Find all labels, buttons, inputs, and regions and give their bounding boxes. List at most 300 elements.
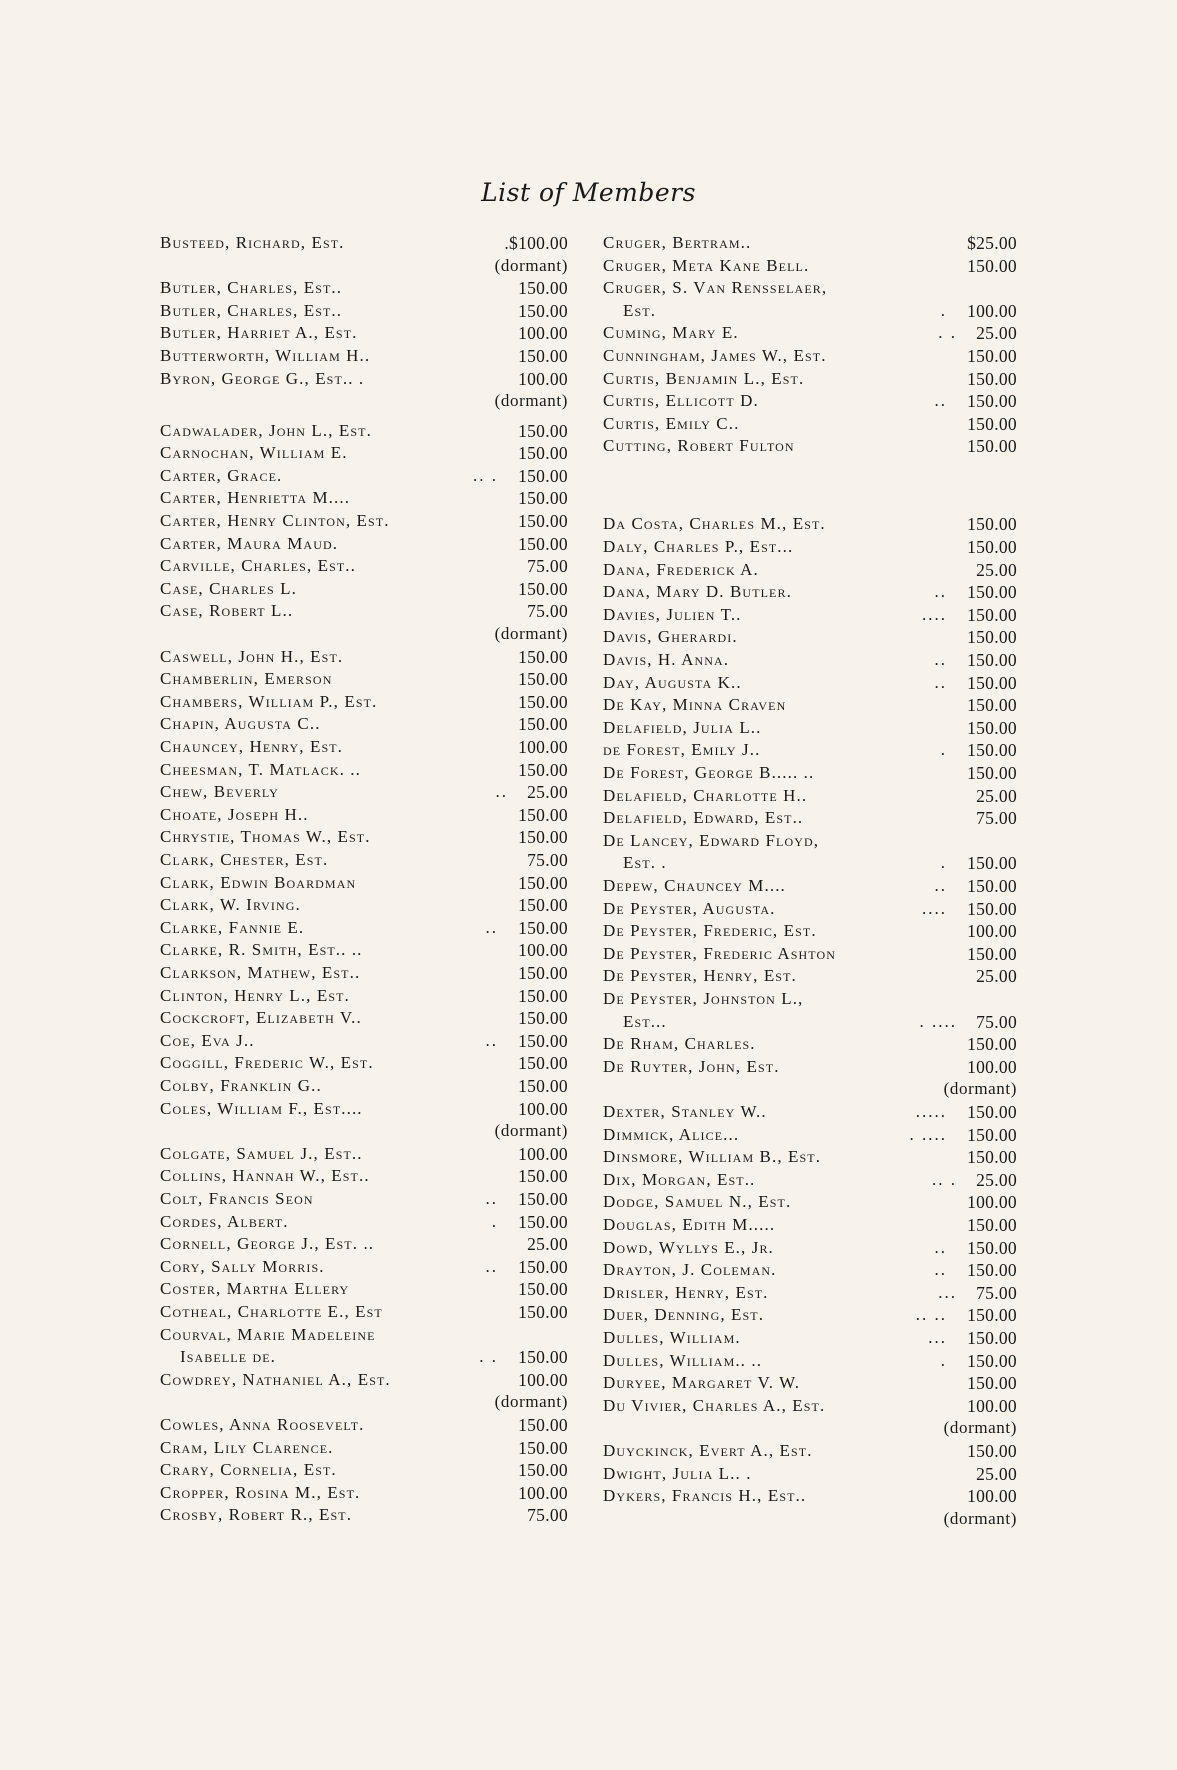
member-row [603,943,1017,965]
member-dues: 150.00 [518,1437,568,1458]
member-row [160,1030,568,1052]
member-name: Clarkson, Mathew, Est.. [160,962,361,982]
member-row [160,1075,568,1097]
member-row [160,985,568,1007]
member-row [160,826,568,848]
member-name: Clinton, Henry L., Est. [160,985,350,1005]
dormant-note: (dormant) [494,391,568,411]
member-row [603,232,1017,254]
member-dues: 150.00 [518,1414,568,1435]
member-name: Dix, Morgan, Est.. [603,1169,756,1189]
member-dues: 150.00 [518,917,568,938]
member-dues: 100.00 [518,323,568,344]
member-name: Delafield, Charlotte H.. [603,785,808,805]
member-name: Collins, Hannah W., Est.. [160,1166,370,1186]
member-name: Cowdrey, Nathaniel A., Est. [160,1369,391,1389]
member-row [160,646,568,668]
member-dues: 150.00 [518,1166,568,1187]
member-name: Clarke, Fannie E. [160,917,305,937]
member-row-continuation [603,300,1017,322]
leader-dots: .. [934,672,947,692]
dormant-note: (dormant) [494,255,568,275]
dormant-row [160,255,568,277]
member-dues: 100.00 [518,1098,568,1119]
dormant-note: (dormant) [943,1418,1017,1438]
member-dues: 150.00 [967,695,1017,716]
member-name: De Lancey, Edward Floyd, [603,830,820,850]
leader-dots: . . [938,323,957,343]
member-name: Case, Charles L. [160,578,298,598]
member-dues: $25.00 [967,233,1017,253]
member-dues: 150.00 [967,672,1017,693]
member-row [603,1191,1017,1213]
member-dues: 150.00 [967,514,1017,535]
page-title: List of Members [481,178,696,207]
member-row [603,322,1017,344]
member-row [603,762,1017,784]
member-dues: 25.00 [976,1463,1017,1484]
member-dues: 150.00 [518,714,568,735]
member-dues: 150.00 [518,646,568,667]
member-name: Dwight, Julia L.. . [603,1463,752,1483]
member-dues: 150.00 [967,1373,1017,1394]
member-name: Cornell, George J., Est. .. [160,1234,375,1254]
member-name: Carter, Maura Maud. [160,533,339,553]
member-dues: 150.00 [518,420,568,441]
dormant-note: (dormant) [494,1121,568,1141]
leader-dots: .. [934,582,947,602]
member-row [160,1324,568,1346]
member-row [603,513,1017,535]
member-dues: 150.00 [967,627,1017,648]
member-row [603,536,1017,558]
member-row [603,672,1017,694]
member-row [603,1169,1017,1191]
member-name: Carnochan, William E. [160,443,348,463]
member-row [603,277,1017,299]
member-dues: 75.00 [976,1282,1017,1303]
member-row [160,300,568,322]
member-row [160,736,568,758]
member-row [160,872,568,894]
member-dues: 150.00 [518,1030,568,1051]
member-dues: 25.00 [976,323,1017,344]
member-dues: 150.00 [518,895,568,916]
member-row [160,1211,568,1233]
member-dues: 150.00 [518,488,568,509]
member-row [160,1052,568,1074]
member-dues: 150.00 [967,1260,1017,1281]
member-row [160,781,568,803]
member-dues: 150.00 [967,762,1017,783]
dormant-row [603,1417,1017,1439]
member-dues: 150.00 [967,943,1017,964]
member-row [160,322,568,344]
member-row [160,465,568,487]
member-row [160,277,568,299]
member-name: Dodge, Samuel N., Est. [603,1192,792,1212]
member-dues: 150.00 [967,1147,1017,1168]
member-name: Drayton, J. Coleman. [603,1260,777,1280]
member-name: Colgate, Samuel J., Est.. [160,1143,363,1163]
member-name: Delafield, Edward, Est.. [603,808,804,828]
member-row [603,988,1017,1010]
member-dues: 25.00 [527,1234,568,1255]
member-row [160,939,568,961]
member-row [603,255,1017,277]
member-row [160,1301,568,1323]
member-dues: 150.00 [518,443,568,464]
member-row [160,1098,568,1120]
member-dues: 150.00 [518,533,568,554]
member-dues: 150.00 [967,1101,1017,1122]
leader-dots: . .... [909,1124,947,1144]
member-name: Duryee, Margaret V. W. [603,1373,801,1393]
member-row [603,649,1017,671]
leader-dots: .... [922,604,947,624]
member-dues: 75.00 [527,1505,568,1526]
member-name: Courval, Marie Madeleine [160,1324,376,1344]
member-name: Davies, Julien T.. [603,604,742,624]
member-row [160,691,568,713]
member-name: De Kay, Minna Craven [603,695,787,715]
member-name: Cram, Lily Clarence. [160,1437,334,1457]
member-dues: 150.00 [967,346,1017,366]
member-row-continuation [603,852,1017,874]
dormant-row [160,1120,568,1142]
dormant-row [603,1508,1017,1530]
member-name: Butler, Charles, Est.. [160,300,343,320]
member-name: Cory, Sally Morris. [160,1256,325,1276]
member-name: Coster, Martha Ellery [160,1279,350,1299]
member-row [603,1463,1017,1485]
member-name: Coe, Eva J.. [160,1030,255,1050]
member-row [160,962,568,984]
leader-dots: . [940,740,947,760]
leader-dots: .. [485,1188,498,1208]
member-dues: 100.00 [967,300,1017,321]
member-name: De Peyster, Frederic Ashton [603,943,837,963]
member-name: Clark, W. Irving. [160,895,301,915]
member-dues: 150.00 [967,1124,1017,1145]
member-name: Dana, Frederick A. [603,559,759,579]
member-dues: 150.00 [518,1075,568,1096]
member-dues: 100.00 [967,921,1017,942]
member-row [160,1188,568,1210]
leader-dots: .. [934,875,947,895]
member-name: Chapin, Augusta C.. [160,714,321,734]
member-row [160,533,568,555]
leader-dots: .. .. [915,1305,947,1325]
member-row [603,920,1017,942]
member-name-continuation: Est... [623,1011,667,1031]
member-name: Butler, Harriet A., Est. [160,323,358,343]
member-name-continuation: Est. [623,300,657,320]
member-dues: 150.00 [518,1279,568,1300]
member-row [160,1278,568,1300]
member-dues: 150.00 [967,391,1017,412]
member-dues: 25.00 [976,785,1017,806]
member-name: Case, Robert L.. [160,601,294,621]
member-dues: 150.00 [967,1327,1017,1348]
member-row [603,1124,1017,1146]
member-name: Cruger, Bertram.. [603,233,752,252]
member-name: Curtis, Ellicott D. [603,391,759,411]
member-name: Delafield, Julia L.. [603,717,762,737]
member-dues: 150.00 [518,872,568,893]
member-name: Dulles, William. [603,1327,741,1347]
member-dues: 150.00 [518,962,568,983]
member-dues: 150.00 [967,1237,1017,1258]
member-name: Choate, Joseph H.. [160,804,309,824]
member-name: Cordes, Albert. [160,1211,289,1231]
leader-dots: .. . [473,465,498,485]
member-dues: 150.00 [518,1188,568,1209]
member-dues: 150.00 [967,898,1017,919]
member-name: Dulles, William.. .. [603,1350,763,1370]
member-name: Byron, George G., Est.. . [160,368,365,388]
member-dues: 150.00 [967,649,1017,670]
member-dues: 100.00 [967,1192,1017,1213]
member-name: Davis, Gherardi. [603,627,738,647]
member-dues: 150.00 [967,413,1017,434]
member-row [160,1256,568,1278]
member-row [160,713,568,735]
member-dues: 150.00 [967,604,1017,625]
member-dues: 150.00 [518,300,568,321]
member-dues: 25.00 [527,782,568,803]
member-name: Cutting, Robert Fulton [603,436,795,456]
member-dues: 100.00 [518,1482,568,1503]
member-dues: 150.00 [518,804,568,825]
member-name: Carville, Charles, Est.. [160,556,356,576]
member-name: Cunningham, James W., Est. [603,346,827,365]
leader-dots: .. . [932,1169,957,1189]
member-name: Cockcroft, Elizabeth V.. [160,1008,362,1028]
member-name: Dexter, Stanley W.. [603,1101,767,1121]
dormant-row [160,1391,568,1413]
member-name: Douglas, Edith M..... [603,1214,776,1234]
member-name: Cheesman, T. Matlack. .. [160,759,362,779]
member-name: Butterworth, William H.. [160,346,371,365]
member-row [603,1395,1017,1417]
member-dues: 150.00 [518,1053,568,1074]
member-row [160,1369,568,1391]
member-dues: 150.00 [967,1034,1017,1055]
member-dues: 150.00 [518,1008,568,1029]
leader-dots: .. [485,917,498,937]
member-name: De Peyster, Augusta. [603,898,776,918]
member-name: Carter, Henrietta M.... [160,488,351,508]
member-row [603,390,1017,412]
member-name: Day, Augusta K.. [603,672,742,692]
member-dues: 150.00 [518,1460,568,1481]
member-row [603,1056,1017,1078]
leader-dots: . .... [919,1011,957,1031]
member-row [603,345,1017,367]
member-name: Crary, Cornelia, Est. [160,1460,337,1480]
member-row [603,1350,1017,1372]
member-row [603,604,1017,626]
member-name: Colt, Francis Seon [160,1188,314,1208]
member-name: Butler, Charles, Est.. [160,278,343,298]
member-name: Caswell, John H., Est. [160,646,344,666]
member-row [603,413,1017,435]
member-name: Dowd, Wyllys E., Jr. [603,1237,774,1257]
member-dues: 75.00 [976,808,1017,829]
member-name: Chrystie, Thomas W., Est. [160,827,371,847]
member-row [160,420,568,442]
member-name: Cropper, Rosina M., Est. [160,1482,361,1502]
member-row [160,917,568,939]
leader-dots: ... [938,1282,957,1302]
member-row [603,1214,1017,1236]
member-name: Dana, Mary D. Butler. [603,582,792,602]
member-name: Drisler, Henry, Est. [603,1282,769,1302]
member-row [160,232,568,254]
member-name: Dinsmore, William B., Est. [603,1147,822,1167]
member-name: Clarke, R. Smith, Est.. .. [160,940,363,960]
member-dues: 75.00 [527,601,568,622]
member-row [160,442,568,464]
member-dues: 150.00 [518,1347,568,1368]
member-dues: 100.00 [518,736,568,757]
member-name: Coles, William F., Est.... [160,1098,363,1118]
member-dues: 150.00 [967,1305,1017,1326]
member-row [603,965,1017,987]
member-row [603,1304,1017,1326]
member-dues: 150.00 [518,1301,568,1322]
member-name: Cruger, Meta Kane Bell. [603,255,810,275]
member-row [160,1459,568,1481]
member-name: Carter, Henry Clinton, Est. [160,510,390,530]
dormant-note: (dormant) [494,1392,568,1412]
member-name: Chew, Beverly [160,782,279,802]
member-dues: 150.00 [967,255,1017,276]
member-row [603,875,1017,897]
member-row [160,1437,568,1459]
member-name: Duer, Denning, Est. [603,1305,765,1325]
member-name: Cotheal, Charlotte E., Est [160,1301,383,1321]
member-row [603,830,1017,852]
member-dues: 150.00 [967,875,1017,896]
member-row-continuation [603,1011,1017,1033]
member-name-continuation: Est. . [623,853,667,873]
member-row [160,600,568,622]
member-row [160,578,568,600]
member-row [603,898,1017,920]
member-dues: 150.00 [518,985,568,1006]
member-dues: 150.00 [967,1350,1017,1371]
member-row [603,626,1017,648]
member-name: De Forest, George B..... .. [603,762,815,782]
member-dues: 150.00 [967,1440,1017,1461]
member-row [603,1485,1017,1507]
member-name: Du Vivier, Charles A., Est. [603,1395,826,1415]
member-row [603,435,1017,457]
member-dues: 150.00 [518,1211,568,1232]
leader-dots: ... [928,1327,947,1347]
member-dues: 100.00 [518,368,568,389]
member-name-continuation: Isabelle de. [180,1347,277,1367]
member-dues: 100.00 [518,1369,568,1390]
member-name: Davis, H. Anna. [603,649,730,669]
member-row [160,368,568,390]
member-dues: 150.00 [967,740,1017,761]
member-dues: 25.00 [976,1169,1017,1190]
member-row [603,1372,1017,1394]
leader-dots: .. [934,1260,947,1280]
member-name: Crosby, Robert R., Est. [160,1505,353,1525]
member-row [160,510,568,532]
member-row [160,668,568,690]
member-row [603,559,1017,581]
member-dues: 150.00 [967,1214,1017,1235]
member-dues: 25.00 [976,559,1017,580]
member-row [603,1327,1017,1349]
member-dues: 150.00 [518,691,568,712]
leader-dots: .. [934,1237,947,1257]
member-dues: 100.00 [967,1486,1017,1507]
member-dues: 75.00 [527,849,568,870]
member-dues: 150.00 [967,853,1017,874]
member-dues: 100.00 [967,1056,1017,1077]
member-row [160,804,568,826]
member-row [603,1237,1017,1259]
member-row [160,555,568,577]
member-row [160,1504,568,1526]
member-row [160,1165,568,1187]
member-row [603,717,1017,739]
member-row [603,1033,1017,1055]
member-row [603,368,1017,390]
member-name: Cuming, Mary E. [603,323,739,343]
member-row [160,345,568,367]
member-row [603,739,1017,761]
member-row [603,807,1017,829]
member-name: Curtis, Benjamin L., Est. [603,368,805,388]
member-row [603,1146,1017,1168]
leader-dots: . [940,853,947,873]
member-name: Cowles, Anna Roosevelt. [160,1414,365,1434]
member-row [160,1482,568,1504]
member-name: De Peyster, Henry, Est. [603,966,797,986]
member-name: Colby, Franklin G.. [160,1075,322,1095]
member-dues: 100.00 [518,1143,568,1164]
member-name: Busteed, Richard, Est. [160,233,345,252]
member-dues: 150.00 [967,582,1017,603]
member-row [160,1007,568,1029]
member-dues: 150.00 [518,827,568,848]
member-dues: 25.00 [976,966,1017,987]
member-name: Carter, Grace. [160,465,283,485]
member-name: Coggill, Frederic W., Est. [160,1053,374,1073]
leader-dots: . [940,1350,947,1370]
member-name: De Ruyter, John, Est. [603,1056,780,1076]
member-dues: 150.00 [518,510,568,531]
member-dues: 150.00 [518,465,568,486]
member-row-continuation [160,1346,568,1368]
leader-dots: . [491,1211,498,1231]
member-name: De Peyster, Frederic, Est. [603,921,817,941]
member-dues: 150.00 [518,578,568,599]
member-dues: 150.00 [518,669,568,690]
member-name: Da Costa, Charles M., Est. [603,514,826,534]
member-dues: 100.00 [518,940,568,961]
member-dues: 75.00 [976,1011,1017,1032]
member-name: De Rham, Charles. [603,1034,756,1054]
member-dues: 150.00 [967,717,1017,738]
